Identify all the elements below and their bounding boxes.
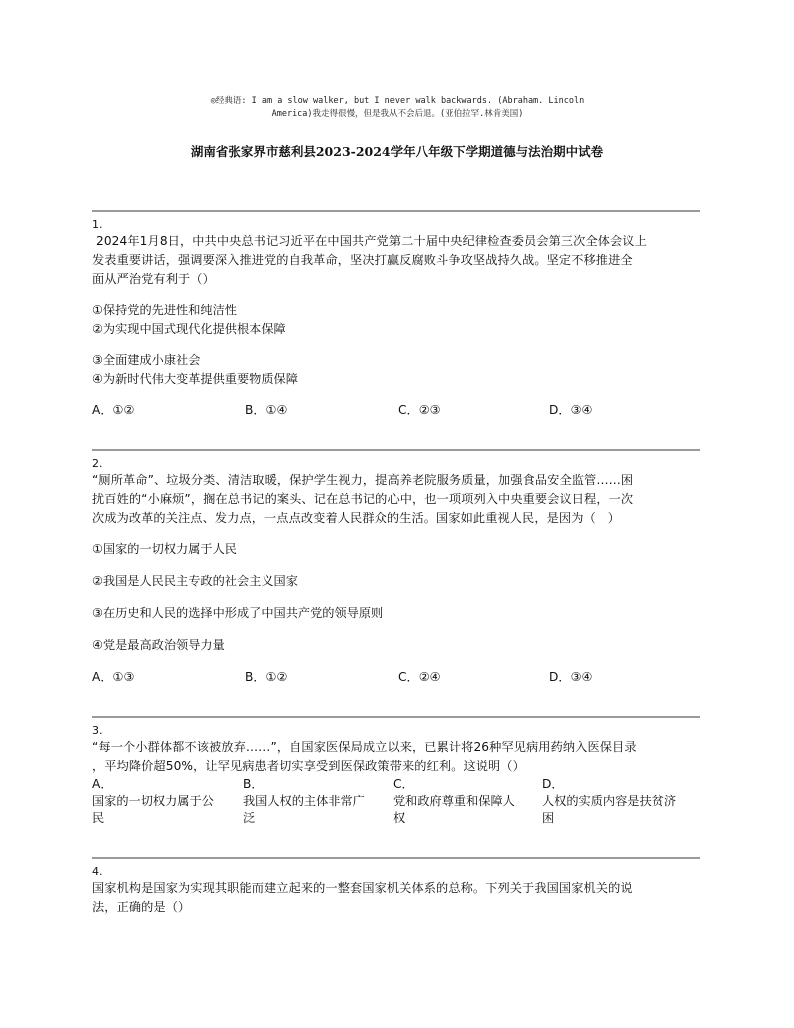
stem-line: “每一个小群体都不该被放弃……”，自国家医保局成立以来，已累计将26种罕见病用药纳入医保目录 [92,740,637,754]
choice-b[interactable] [243,776,383,827]
divider [92,449,700,451]
choice-d[interactable] [542,776,700,827]
choice-c[interactable] [393,776,533,827]
question-number: 1. [92,218,103,231]
option-letter: D． [542,777,564,791]
statement: ③全面建成小康社会 [92,353,201,367]
option-letter: B． [243,777,264,791]
page-title: 湖南省张家界市慈利县2023-2024学年八年级下学期道德与法治期中试卷 [190,144,604,159]
statement: ④为新时代伟大变革提供重要物质保障 [92,372,298,386]
option-text: 泛 [243,811,256,825]
question-1 [92,210,700,421]
statement: ④党是最高政治领导力量 [92,638,225,652]
option-letter: C． [393,777,414,791]
divider [92,857,700,859]
stem-line: 扰百姓的“小麻烦”，搁在总书记的案头、记在总书记的心中，也一项项列入中央重要会议日程，一次 [92,492,634,506]
quote-line-2: America)我走得很慢，但是我从不会后退。(亚伯拉罕.林肯美国) [271,108,524,119]
question-number: 3. [92,724,103,737]
question-stem [92,738,700,776]
option-text: 人权的实质内容是扶贫济 [542,794,677,808]
stem-line: 发表重要讲话，强调要深入推进党的自我革命，坚决打赢反腐败斗争攻坚战持久战。坚定不移推进全 [92,253,633,267]
answer-choices [92,668,700,688]
statement: ①保持党的先进性和纯洁性 [92,303,237,317]
stem-line: 法，正确的是（） [92,900,191,914]
option-letter: A． [92,777,113,791]
divider [92,210,700,212]
question-number: 4. [92,865,103,878]
statement: ①国家的一切权力属于人民 [92,542,237,556]
option-text: 困 [542,811,555,825]
question-stem [92,879,700,917]
option-text: 国家的一切权力属于公 [92,794,214,808]
quote-line-1: ◎经典语: I am a slow walker, but I never walk backwards. (Abraham. Lincoln [210,96,585,106]
stem-line: 次成为改革的关注点、发力点，一点点改变着人民群众的生活。国家如此重视人民，是因为（ ） [92,511,620,525]
question-4 [92,857,700,917]
question-number: 2. [92,457,103,470]
statement: ②为实现中国式现代化提供根本保障 [92,322,286,336]
answer-options [92,776,700,834]
stem-line: ，平均降价超50%，让罕见病患者切实享受到医保政策带来的红利。这说明（） [92,759,525,773]
header-quote [160,95,635,120]
answer-choices [92,401,700,421]
option-text: 民 [92,811,105,825]
stem-line: “厕所革命”、垃圾分类、清洁取暖，保护学生视力，提高养老院服务质量，加强食品安全监管……困 [92,473,634,487]
option-text: 党和政府尊重和保障人 [393,794,515,808]
choice-c[interactable]: C．②③ [398,403,441,417]
option-text: 我国人权的主体非常广 [243,794,365,808]
choice-d[interactable]: D．③④ [549,670,593,684]
choice-b[interactable]: B．①② [245,670,288,684]
statement: ②我国是人民民主专政的社会主义国家 [92,574,298,588]
choice-c[interactable]: C．②④ [398,670,441,684]
question-stem [92,232,700,289]
stem-line: 面从严治党有利于（） [92,272,215,286]
choice-b[interactable]: B．①④ [245,403,288,417]
choice-a[interactable] [92,776,232,827]
question-stem [92,471,700,528]
choice-d[interactable]: D．③④ [549,403,593,417]
statement: ③在历史和人民的选择中形成了中国共产党的领导原则 [92,606,384,620]
question-3 [92,716,700,834]
stem-line: 2024年1月8日，中共中央总书记习近平在中国共产党第二十届中央纪律检查委员会第三次全体会议上 [92,234,647,248]
question-2 [92,449,700,688]
stem-line: 国家机构是国家为实现其职能而建立起来的一整套国家机关体系的总称。下列关于我国国家机关的说 [92,881,633,895]
choice-a[interactable]: A．①③ [92,670,135,684]
divider [92,716,700,718]
option-text: 权 [393,811,406,825]
choice-a[interactable]: A．①② [92,403,135,417]
